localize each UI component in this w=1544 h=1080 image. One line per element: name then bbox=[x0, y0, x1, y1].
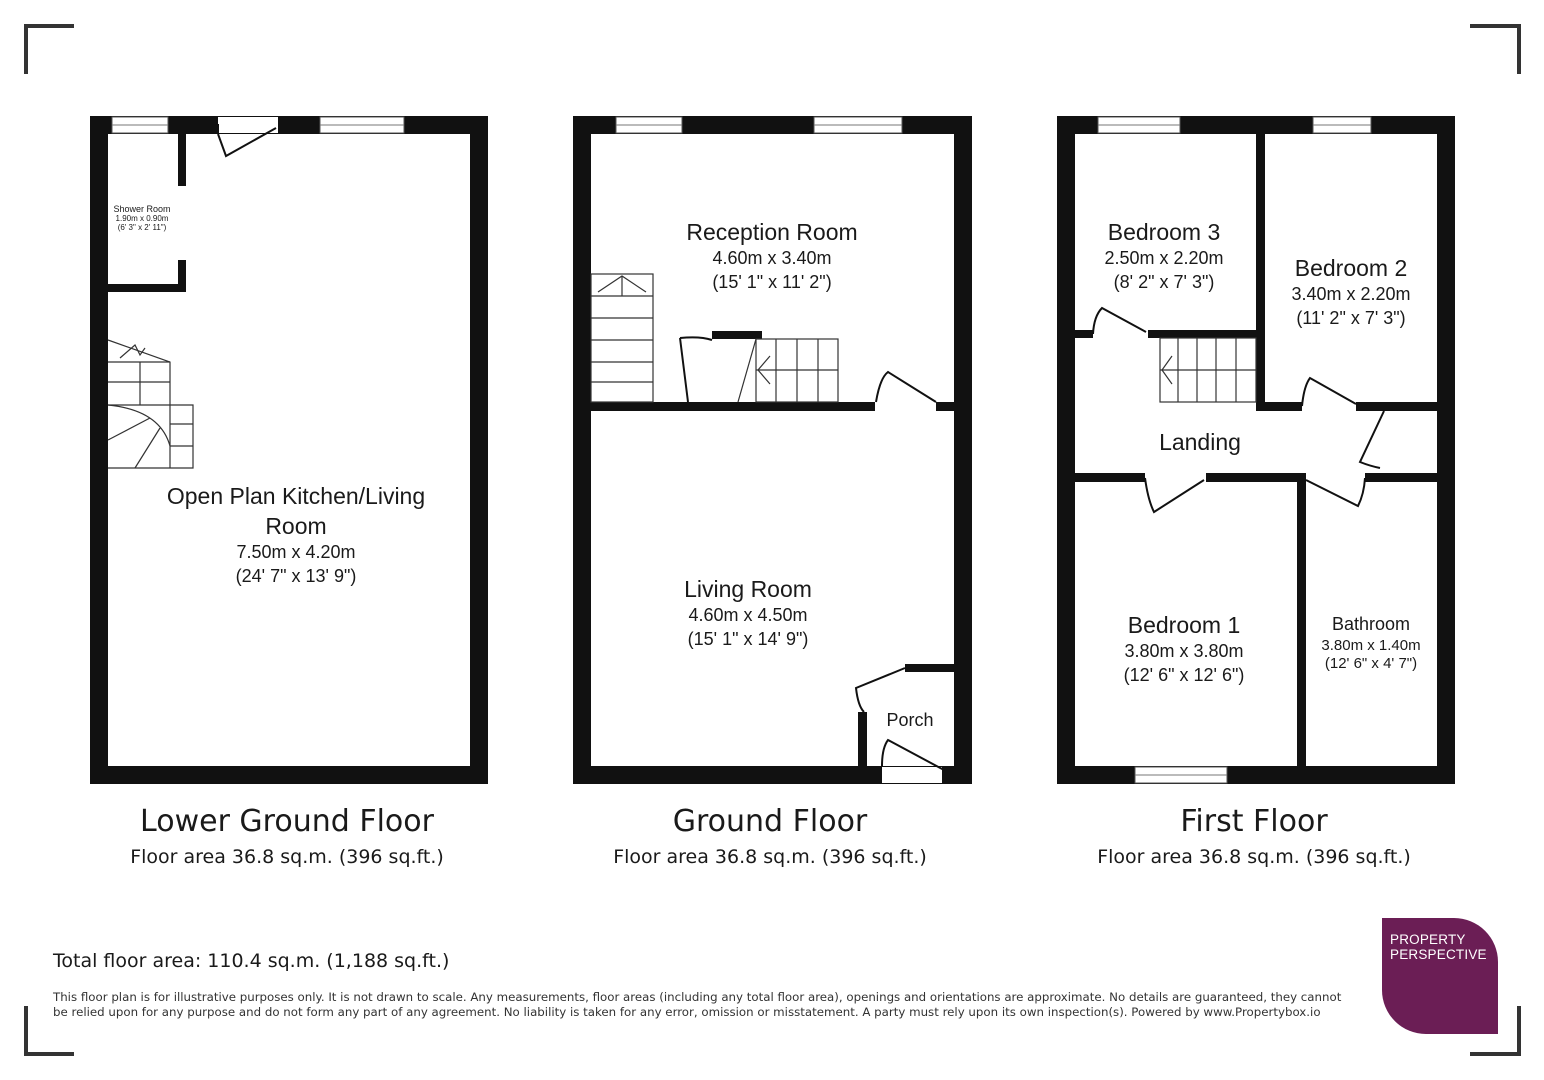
ground-floor-plan bbox=[573, 116, 972, 784]
window-icon bbox=[1135, 767, 1227, 783]
door-icon bbox=[876, 372, 936, 402]
window-icon bbox=[1313, 117, 1371, 133]
room-name-bedroom-2: Bedroom 2 bbox=[1294, 255, 1408, 281]
door-icon bbox=[680, 337, 712, 402]
window-icon bbox=[112, 117, 168, 133]
property-perspective-logo bbox=[1382, 918, 1498, 1034]
room-dims-bedroom-3: 2.50m x 2.20m bbox=[1104, 248, 1224, 268]
room-dims-bedroom-1: 3.80m x 3.80m bbox=[1124, 641, 1244, 661]
disclaimer-text: This floor plan is for illustrative purposes only. It is not drawn to scale. Any measurements, floor areas (including any total floor area), openings and orientations are approximate. No details are guaranteed, they cannot be relied upon for any purpose and do not form any part of any agreement. No liability is taken for any error, omission or misstatement. A party must rely upon its own inspection(s). Powered by www.Propertybox.io bbox=[53, 990, 1342, 1019]
floor-area-first: Floor area 36.8 sq.m. (396 sq.ft.) bbox=[1097, 846, 1411, 868]
room-dims-imperial-reception-room: (15' 1" x 11' 2") bbox=[712, 272, 832, 292]
total-floor-area: Total floor area: 110.4 sq.m. (1,188 sq.ft.) bbox=[53, 950, 450, 972]
room-name-landing: Landing bbox=[1159, 429, 1241, 455]
room-dims-kitchen-living: 7.50m x 4.20m bbox=[236, 542, 356, 562]
room-name-bedroom-1: Bedroom 1 bbox=[1127, 612, 1241, 638]
floor-area-lower-ground: Floor area 36.8 sq.m. (396 sq.ft.) bbox=[130, 846, 444, 868]
room-dims-reception-room: 4.60m x 3.40m bbox=[712, 248, 832, 268]
room-dims-imperial-bedroom-3: (8' 2" x 7' 3") bbox=[1113, 272, 1215, 292]
room-name-porch: Porch bbox=[886, 710, 934, 730]
room-name-reception-room: Reception Room bbox=[686, 219, 858, 245]
room-dims-living-room: 4.60m x 4.50m bbox=[688, 605, 808, 625]
floor-area-ground: Floor area 36.8 sq.m. (396 sq.ft.) bbox=[613, 846, 927, 868]
room-dims-imperial-living-room: (15' 1" x 14' 9") bbox=[687, 629, 809, 649]
staircase-icon bbox=[108, 340, 193, 468]
window-icon bbox=[814, 117, 902, 133]
room-name-bathroom: Bathroom bbox=[1331, 614, 1411, 634]
room-dims-imperial-shower-room: (6' 3" x 2' 11") bbox=[117, 223, 167, 232]
room-dims-shower-room: 1.90m x 0.90m bbox=[115, 214, 169, 223]
door-icon bbox=[1093, 308, 1146, 334]
front-door-icon bbox=[882, 740, 944, 770]
room-name-kitchen-living-line2: Room bbox=[265, 513, 327, 539]
room-dims-imperial-bedroom-2: (11' 2" x 7' 3") bbox=[1296, 308, 1406, 328]
staircase-icon bbox=[1160, 338, 1256, 402]
room-name-shower-room: Shower Room bbox=[113, 204, 171, 214]
lower-ground-floor-plan bbox=[90, 116, 488, 784]
floor-title-first: First Floor bbox=[1180, 804, 1328, 839]
room-dims-imperial-bathroom: (12' 6" x 4' 7") bbox=[1324, 655, 1418, 672]
room-name-living-room: Living Room bbox=[684, 576, 812, 602]
floor-title-lower-ground: Lower Ground Floor bbox=[140, 804, 434, 839]
door-icon bbox=[1145, 478, 1204, 512]
room-name-kitchen-living: Open Plan Kitchen/Living bbox=[166, 483, 426, 509]
door-icon bbox=[1302, 378, 1356, 406]
room-dims-bedroom-2: 3.40m x 2.20m bbox=[1291, 284, 1411, 304]
door-icon bbox=[1360, 411, 1384, 468]
logo-line-1: PROPERTY bbox=[1390, 932, 1466, 947]
window-icon bbox=[320, 117, 404, 133]
window-icon bbox=[616, 117, 682, 133]
floor-title-ground: Ground Floor bbox=[672, 804, 868, 839]
door-icon bbox=[856, 668, 905, 712]
logo-line-2: PERSPECTIVE bbox=[1390, 947, 1487, 962]
room-name-bedroom-3: Bedroom 3 bbox=[1107, 219, 1221, 245]
crop-marks bbox=[26, 26, 1519, 1054]
room-dims-bathroom: 3.80m x 1.40m bbox=[1321, 637, 1421, 654]
room-dims-imperial-bedroom-1: (12' 6" x 12' 6") bbox=[1123, 665, 1245, 685]
first-floor-plan bbox=[1057, 116, 1455, 784]
window-icon bbox=[1098, 117, 1180, 133]
door-icon bbox=[1306, 478, 1365, 506]
room-dims-imperial-kitchen-living: (24' 7" x 13' 9") bbox=[235, 566, 357, 586]
